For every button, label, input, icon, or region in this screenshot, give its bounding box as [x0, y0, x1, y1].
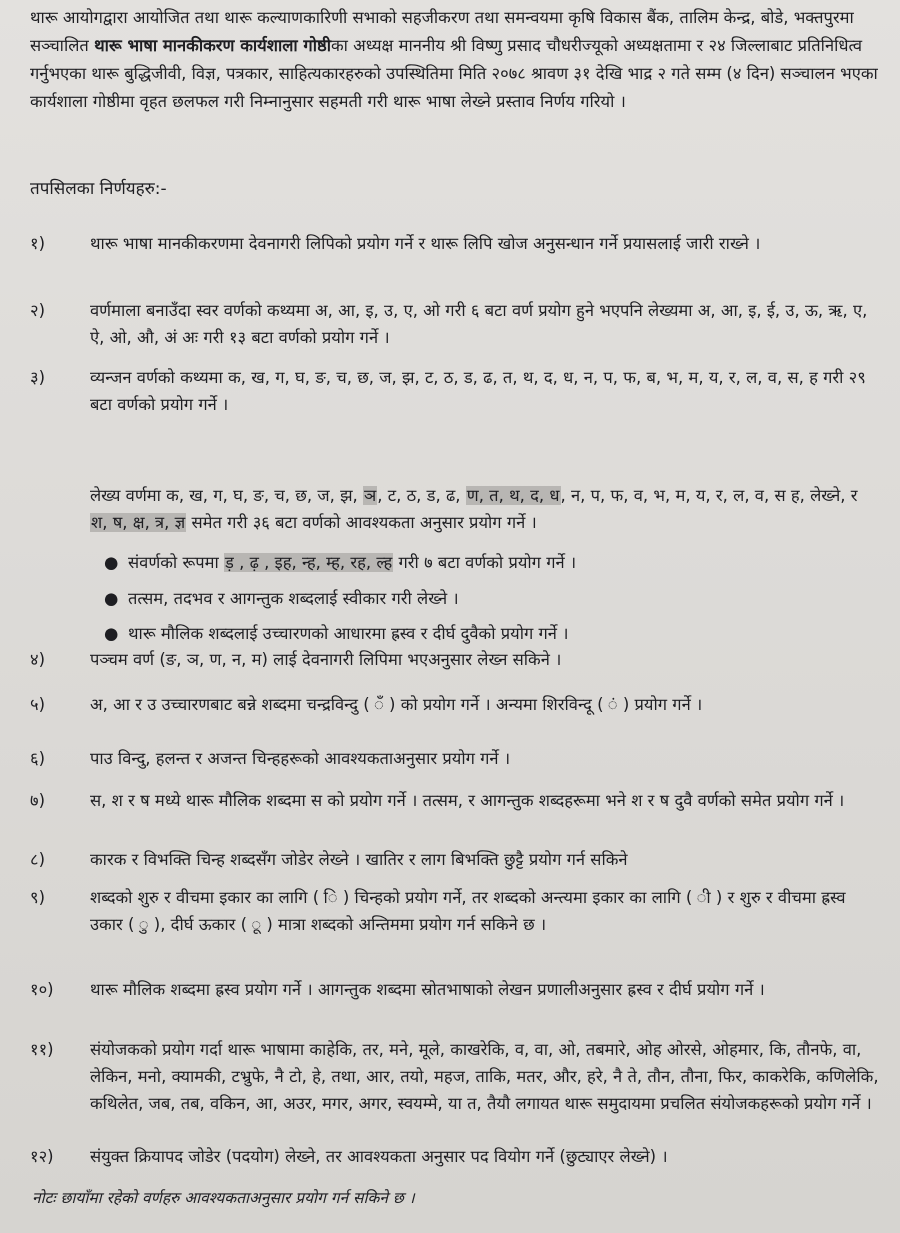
item-text: पञ्चम वर्ण (ङ, ञ, ण, न, म) लाई देवनागरी लिपिमा भएअनुसार लेख्न सकिने ।	[90, 650, 562, 669]
item-text: स, श र ष मध्ये थारू मौलिक शब्दमा स को प्रयोग गर्ने । तत्सम, र आगन्तुक शब्दहरूमा भने श र ष दुवै वर्णको समेत प्रयोग गर्ने ।	[90, 791, 845, 810]
item-number: २)	[30, 301, 46, 320]
bullet-text: संवर्णको रूपमा	[128, 553, 225, 572]
item-text: कारक र विभक्ति चिन्ह शब्दसँग जोडेर लेख्ने । खातिर र लाग बिभक्ति छुट्टै प्रयोग गर्न सकिने	[90, 850, 628, 869]
item-text: संयुक्त क्रियापद जोडेर (पदयोग) लेख्ने, तर आवश्यकता अनुसार पद वियोग गर्ने (छुट्याएर लेख्ने) ।	[90, 1147, 668, 1166]
item-number: ८)	[30, 850, 46, 869]
item-number: १२)	[30, 1147, 54, 1166]
item-number: १०)	[30, 980, 54, 999]
bullet-item	[104, 550, 577, 576]
item-text: थारू भाषा मानकीकरणमा देवनागरी लिपिको प्रयोग गर्ने र थारू लिपि खोज अनुसन्धान गर्ने प्रयासलाई जारी राख्ने ।	[90, 234, 761, 253]
item-number: १)	[30, 234, 46, 253]
intro-text-1: थारू आयोगद्वारा आयोजित तथा थारू कल्याणकारिणी सभाको सहजीकरण तथा समन्वयमा कृषि विकास बैंक, तालिम केन्द्र, बोडे, भक्तपुरमा सञ्चालित	[30, 8, 854, 55]
decision-item	[30, 691, 882, 718]
decision-item	[30, 846, 882, 873]
decision-item	[30, 787, 882, 814]
bullet-icon: ●	[104, 624, 119, 643]
decision-item	[30, 364, 882, 418]
shaded-letters: ण, त, थ, द, ध	[466, 486, 560, 505]
item-number: ४)	[30, 650, 46, 669]
item-number: ११)	[30, 1040, 54, 1059]
item-text: अ, आ र उ उच्चारणबाट बन्ने शब्दमा चन्द्रविन्दु ( ँ ) को प्रयोग गर्ने । अन्यमा शिरविन्दू ( ं ) प्रयोग गर्ने ।	[90, 695, 703, 714]
shaded-letters: ड़ , ढ़ , इह, न्ह, म्ह, रह, ल्ह	[225, 553, 393, 572]
item-number: ९)	[30, 888, 46, 907]
intro-paragraph	[30, 4, 882, 116]
item-text: थारू मौलिक शब्दमा ह्रस्व प्रयोग गर्ने । आगन्तुक शब्दमा स्रोतभाषाको लेखन प्रणालीअनुसार ह्रस्व र दीर्घ प्रयोग गर्ने ।	[90, 980, 765, 999]
decision-item	[30, 976, 882, 1003]
item-number: ६)	[30, 749, 46, 768]
written-consonants-paragraph	[90, 482, 880, 536]
item-text: संयोजकको प्रयोग गर्दा थारू भाषामा काहेकि, तर, मने, मूले, काखरेकि, व, वा, ओ, तबमारे, ओह ओरसे, ओहमार, कि, तौनफे, वा, लेकिन, मनो, क्यामकी, टभ्रुफे, नै टो, हे, तथा, आर, तयो, महज, ताकि, मतर, और, हरे, नै ते, तौन, तौना, फिर, काकरेकि, कणिलेकि, कथिलेत, जब, तब, वकिन, आ, अउर, मगर, अगर, स्वयम्मे, या त, तैयौ लगायत थारू समुदायमा प्रचलित संयोजकहरूको प्रयोग गर्ने ।	[90, 1040, 879, 1113]
item-text: पाउ विन्दु, हलन्त र अजन्त चिन्हहरूको आवश्यकताअनुसार प्रयोग गर्ने ।	[90, 749, 511, 768]
decision-item	[30, 646, 882, 673]
item-number: ७)	[30, 791, 46, 810]
decision-item	[30, 745, 882, 772]
decision-item	[30, 884, 882, 938]
decision-item	[30, 297, 882, 351]
sub-text: , ट, ठ, ड, ढ,	[377, 486, 466, 505]
intro-bold-title: थारू भाषा मानकीकरण कार्यशाला गोष्ठी	[94, 36, 331, 55]
bullet-item	[104, 621, 569, 647]
decision-item	[30, 1143, 882, 1170]
item-text: व्यन्जन वर्णको कथ्यमा क, ख, ग, घ, ङ, च, छ, ज, झ, ट, ठ, ड, ढ, त, थ, द, ध, न, प, फ, ब, भ, म, य, र, ल, व, स, ह गरी २९ बटा वर्णको प्रयोग गर्ने ।	[90, 368, 866, 414]
item-text: वर्णमाला बनाउँदा स्वर वर्णको कथ्यमा अ, आ, इ, उ, ए, ओ गरी ६ बटा वर्ण प्रयोग हुने भएपनि लेख्यमा अ, आ, इ, ई, उ, ऊ, ऋ, ए, ऐ, ओ, औ, अं अः गरी १३ बटा वर्णको प्रयोग गर्ने ।	[90, 301, 868, 347]
sub-text: , न, प, फ, व, भ, म, य, र, ल, व, स ह, लेख्ने, र	[560, 486, 858, 505]
bullet-text: गरी ७ बटा वर्णको प्रयोग गर्ने ।	[393, 553, 577, 572]
decisions-heading: तपसिलका निर्णयहरु:-	[30, 179, 167, 199]
bullet-item	[104, 586, 459, 612]
shaded-letters: ञ	[364, 486, 377, 505]
item-number: ५)	[30, 695, 46, 714]
decision-item	[30, 230, 882, 257]
item-number: ३)	[30, 368, 46, 387]
intro-text-2: का अध्यक्ष माननीय श्री विष्णु प्रसाद चौधरीज्यूको अध्यक्षतामा र २४ जिल्लाबाट प्रतिनिधित्व गर्नुभएका थारू बुद्धिजीवी, विज्ञ, पत्रकार, साहित्यकारहरुको उपस्थितिमा मिति २०७८ श्रावण ३१ देखि भाद्र २ गते सम्म (४ दिन) सञ्चालन भएका कार्यशाला गोष्ठीमा वृहत छलफल गरी निम्नानुसार सहमती गरी थारू भाषा लेख्ने प्रस्ताव निर्णय गरियो ।	[30, 36, 878, 111]
bullet-text: तत्सम, तदभव र आगन्तुक शब्दलाई स्वीकार गरी लेख्ने ।	[128, 589, 459, 608]
bullet-icon: ●	[104, 589, 119, 608]
sub-text: लेख्य वर्णमा क, ख, ग, घ, ङ, च, छ, ज, झ,	[90, 486, 364, 505]
shaded-letters: श, ष, क्ष, त्र, ज्ञ	[91, 513, 186, 532]
footnote: नोटः छायाँमा रहेको वर्णहरु आवश्यकताअनुसार प्रयोग गर्न सकिने छ ।	[32, 1189, 415, 1207]
decision-item	[30, 1036, 882, 1117]
sub-text: समेत गरी ३६ बटा वर्णको आवश्यकता अनुसार प्रयोग गर्ने ।	[186, 513, 537, 532]
bullet-text: थारू मौलिक शब्दलाई उच्चारणको आधारमा ह्रस्व र दीर्घ दुवैको प्रयोग गर्ने ।	[128, 624, 569, 643]
item-text: शब्दको शुरु र वीचमा इकार का लागि ( ि ) चिन्हको प्रयोग गर्ने, तर शब्दको अन्त्यमा इकार का लागि ( ी ) र शुरु र वीचमा ह्रस्व उकार ( ु ), दीर्घ ऊकार ( ू ) मात्रा शब्दको अन्तिममा प्रयोग गर्न सकिने छ ।	[90, 888, 846, 934]
bullet-icon: ●	[104, 553, 119, 572]
